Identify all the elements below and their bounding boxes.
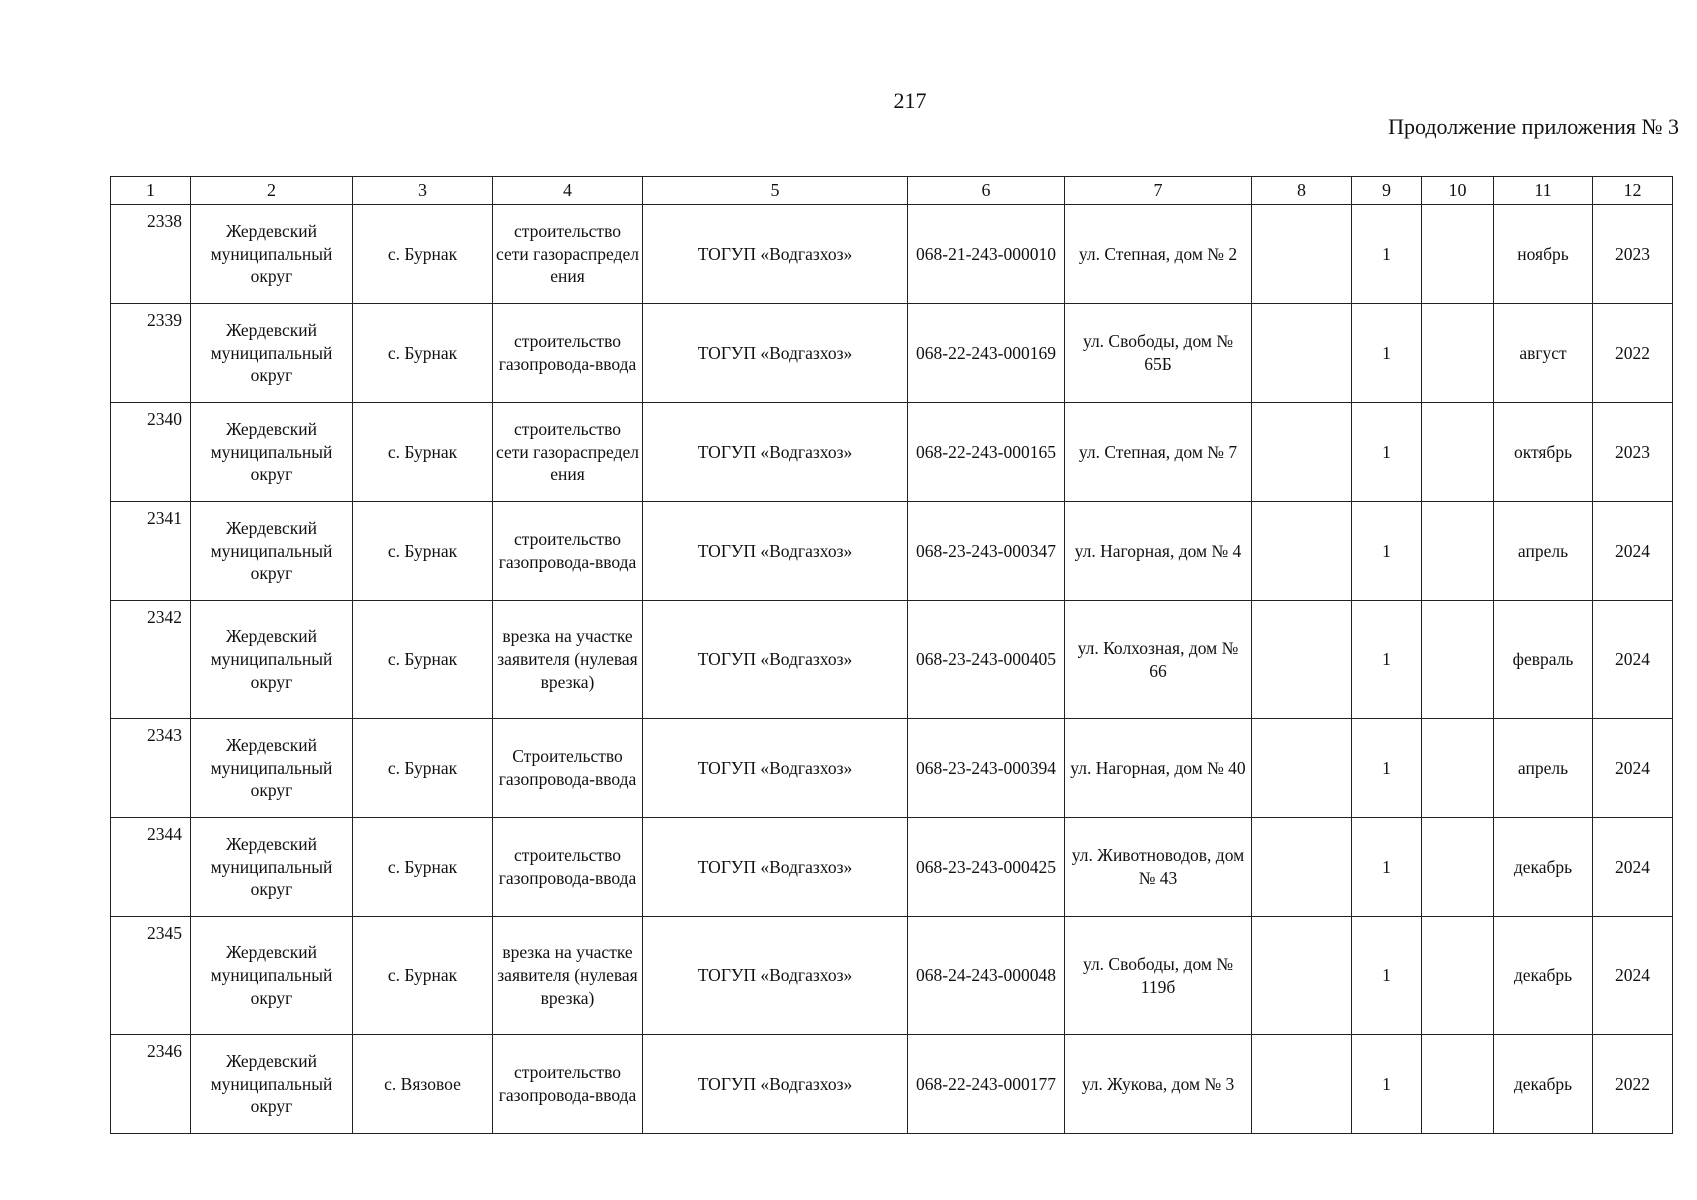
col8-cell <box>1252 1035 1352 1134</box>
row-number: 2343 <box>111 719 191 818</box>
district-cell: Жердевский муниципальный округ <box>191 601 353 719</box>
column-header: 2 <box>191 177 353 205</box>
col8-cell <box>1252 719 1352 818</box>
organization-cell: ТОГУП «Водгазхоз» <box>643 818 908 917</box>
settlement-cell: с. Бурнак <box>353 917 493 1035</box>
address-cell: ул. Степная, дом № 2 <box>1065 205 1252 304</box>
row-number: 2346 <box>111 1035 191 1134</box>
col8-cell <box>1252 205 1352 304</box>
col9-cell: 1 <box>1352 502 1422 601</box>
district-cell: Жердевский муниципальный округ <box>191 304 353 403</box>
work-type-cell: строительство газопровода-ввода <box>493 1035 643 1134</box>
organization-cell: ТОГУП «Водгазхоз» <box>643 1035 908 1134</box>
col9-cell: 1 <box>1352 304 1422 403</box>
month-cell: октябрь <box>1494 403 1593 502</box>
work-type-cell: врезка на участке заявителя (нулевая врезка) <box>493 917 643 1035</box>
settlement-cell: с. Бурнак <box>353 205 493 304</box>
row-number: 2340 <box>111 403 191 502</box>
row-number: 2341 <box>111 502 191 601</box>
month-cell: февраль <box>1494 601 1593 719</box>
address-cell: ул. Свободы, дом № 119б <box>1065 917 1252 1035</box>
year-cell: 2024 <box>1593 601 1673 719</box>
col8-cell <box>1252 502 1352 601</box>
appendix-note: Продолжение приложения № 3 <box>1388 114 1679 139</box>
organization-cell: ТОГУП «Водгазхоз» <box>643 304 908 403</box>
organization-cell: ТОГУП «Водгазхоз» <box>643 917 908 1035</box>
address-cell: ул. Нагорная, дом № 40 <box>1065 719 1252 818</box>
code-cell: 068-22-243-000177 <box>908 1035 1065 1134</box>
year-cell: 2024 <box>1593 818 1673 917</box>
district-cell: Жердевский муниципальный округ <box>191 502 353 601</box>
settlement-cell: с. Вязовое <box>353 1035 493 1134</box>
settlement-cell: с. Бурнак <box>353 818 493 917</box>
settlement-cell: с. Бурнак <box>353 502 493 601</box>
settlement-cell: с. Бурнак <box>353 304 493 403</box>
col9-cell: 1 <box>1352 818 1422 917</box>
code-cell: 068-23-243-000405 <box>908 601 1065 719</box>
work-type-cell: строительство сети газораспредел ения <box>493 205 643 304</box>
table-row <box>111 917 1673 1035</box>
col10-cell <box>1422 601 1494 719</box>
table-row <box>111 719 1673 818</box>
col10-cell <box>1422 917 1494 1035</box>
table-row <box>111 403 1673 502</box>
col10-cell <box>1422 403 1494 502</box>
month-cell: апрель <box>1494 502 1593 601</box>
column-header: 8 <box>1252 177 1352 205</box>
column-header: 4 <box>493 177 643 205</box>
code-cell: 068-23-243-000394 <box>908 719 1065 818</box>
settlement-cell: с. Бурнак <box>353 601 493 719</box>
month-cell: август <box>1494 304 1593 403</box>
column-header: 5 <box>643 177 908 205</box>
year-cell: 2022 <box>1593 1035 1673 1134</box>
address-cell: ул. Животноводов, дом № 43 <box>1065 818 1252 917</box>
col10-cell <box>1422 205 1494 304</box>
column-header: 1 <box>111 177 191 205</box>
code-cell: 068-24-243-000048 <box>908 917 1065 1035</box>
district-cell: Жердевский муниципальный округ <box>191 917 353 1035</box>
row-number: 2342 <box>111 601 191 719</box>
organization-cell: ТОГУП «Водгазхоз» <box>643 601 908 719</box>
work-type-cell: строительство газопровода-ввода <box>493 818 643 917</box>
address-cell: ул. Жукова, дом № 3 <box>1065 1035 1252 1134</box>
year-cell: 2023 <box>1593 205 1673 304</box>
month-cell: декабрь <box>1494 1035 1593 1134</box>
code-cell: 068-21-243-000010 <box>908 205 1065 304</box>
column-header: 12 <box>1593 177 1673 205</box>
district-cell: Жердевский муниципальный округ <box>191 403 353 502</box>
district-cell: Жердевский муниципальный округ <box>191 1035 353 1134</box>
month-cell: декабрь <box>1494 917 1593 1035</box>
column-header: 6 <box>908 177 1065 205</box>
organization-cell: ТОГУП «Водгазхоз» <box>643 403 908 502</box>
year-cell: 2024 <box>1593 719 1673 818</box>
organization-cell: ТОГУП «Водгазхоз» <box>643 205 908 304</box>
col10-cell <box>1422 1035 1494 1134</box>
col8-cell <box>1252 818 1352 917</box>
code-cell: 068-22-243-000169 <box>908 304 1065 403</box>
year-cell: 2022 <box>1593 304 1673 403</box>
organization-cell: ТОГУП «Водгазхоз» <box>643 719 908 818</box>
month-cell: ноябрь <box>1494 205 1593 304</box>
table-header-row <box>111 177 1673 205</box>
column-header: 10 <box>1422 177 1494 205</box>
column-header: 7 <box>1065 177 1252 205</box>
district-cell: Жердевский муниципальный округ <box>191 205 353 304</box>
code-cell: 068-23-243-000425 <box>908 818 1065 917</box>
month-cell: апрель <box>1494 719 1593 818</box>
year-cell: 2023 <box>1593 403 1673 502</box>
month-cell: декабрь <box>1494 818 1593 917</box>
table-row <box>111 205 1673 304</box>
district-cell: Жердевский муниципальный округ <box>191 719 353 818</box>
work-type-cell: строительство газопровода-ввода <box>493 502 643 601</box>
col9-cell: 1 <box>1352 403 1422 502</box>
col10-cell <box>1422 719 1494 818</box>
row-number: 2338 <box>111 205 191 304</box>
year-cell: 2024 <box>1593 502 1673 601</box>
col9-cell: 1 <box>1352 917 1422 1035</box>
col8-cell <box>1252 403 1352 502</box>
col10-cell <box>1422 304 1494 403</box>
table-row <box>111 818 1673 917</box>
table-row <box>111 1035 1673 1134</box>
col8-cell <box>1252 917 1352 1035</box>
col9-cell: 1 <box>1352 601 1422 719</box>
district-cell: Жердевский муниципальный округ <box>191 818 353 917</box>
table-row <box>111 304 1673 403</box>
row-number: 2345 <box>111 917 191 1035</box>
page-number: 217 <box>893 88 927 113</box>
table-row <box>111 601 1673 719</box>
work-type-cell: строительство газопровода-ввода <box>493 304 643 403</box>
col8-cell <box>1252 601 1352 719</box>
code-cell: 068-22-243-000165 <box>908 403 1065 502</box>
col9-cell: 1 <box>1352 205 1422 304</box>
address-cell: ул. Колхозная, дом № 66 <box>1065 601 1252 719</box>
settlement-cell: с. Бурнак <box>353 719 493 818</box>
col8-cell <box>1252 304 1352 403</box>
col10-cell <box>1422 502 1494 601</box>
work-type-cell: Строительство газопровода-ввода <box>493 719 643 818</box>
work-type-cell: врезка на участке заявителя (нулевая врезка) <box>493 601 643 719</box>
settlement-cell: с. Бурнак <box>353 403 493 502</box>
code-cell: 068-23-243-000347 <box>908 502 1065 601</box>
row-number: 2344 <box>111 818 191 917</box>
table-row <box>111 502 1673 601</box>
address-cell: ул. Степная, дом № 7 <box>1065 403 1252 502</box>
registry-table <box>110 176 1673 1134</box>
column-header: 9 <box>1352 177 1422 205</box>
row-number: 2339 <box>111 304 191 403</box>
col10-cell <box>1422 818 1494 917</box>
col9-cell: 1 <box>1352 719 1422 818</box>
address-cell: ул. Нагорная, дом № 4 <box>1065 502 1252 601</box>
column-header: 11 <box>1494 177 1593 205</box>
column-header: 3 <box>353 177 493 205</box>
col9-cell: 1 <box>1352 1035 1422 1134</box>
address-cell: ул. Свободы, дом № 65Б <box>1065 304 1252 403</box>
work-type-cell: строительство сети газораспредел ения <box>493 403 643 502</box>
organization-cell: ТОГУП «Водгазхоз» <box>643 502 908 601</box>
year-cell: 2024 <box>1593 917 1673 1035</box>
